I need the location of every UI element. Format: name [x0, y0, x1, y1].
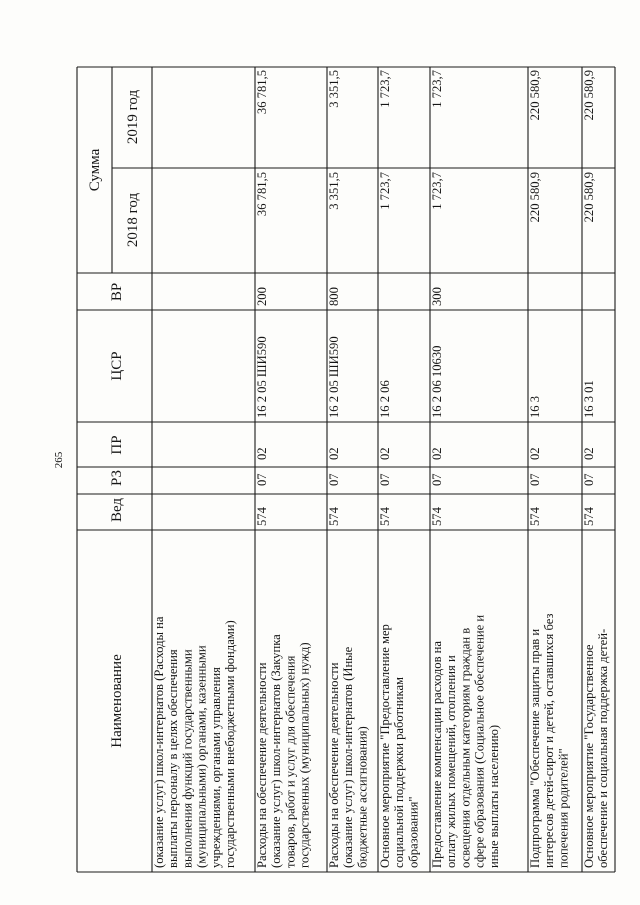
row-name-line: бюджетные ассигнования) — [355, 726, 370, 868]
row-name-line: выполнения функций государственными — [180, 649, 195, 868]
table-row — [378, 70, 420, 868]
table-row — [255, 70, 312, 868]
row-sum-2019: 1 723,7 — [430, 70, 444, 108]
row-sum-2018: 36 781,5 — [255, 172, 269, 217]
row-csr: 16 3 01 — [582, 380, 596, 418]
row-sum-2019: 220 580,9 — [582, 70, 596, 121]
header-2019: 2019 год — [125, 89, 141, 145]
row-name-line: интересов детей-сирот и детей, оставшихся без — [542, 613, 557, 868]
header-ved: Вед — [109, 497, 125, 523]
header-name: Наименование — [109, 654, 125, 748]
row-name — [255, 634, 312, 868]
table-body — [152, 70, 610, 868]
row-sum-2019: 36 781,5 — [255, 70, 269, 115]
row-name-line: обеспечение и социальная поддержка детей- — [596, 628, 611, 868]
row-ved: 574 — [378, 507, 392, 526]
row-pr: 02 — [255, 447, 269, 460]
table-row — [327, 70, 369, 868]
row-rz: 07 — [327, 473, 341, 486]
row-pr: 02 — [327, 447, 341, 460]
row-vr: 800 — [327, 287, 341, 306]
row-name-line: Основное мероприятие "Государственное — [582, 644, 596, 868]
row-name-line: социальной поддержки работникам — [392, 677, 407, 868]
row-rz: 07 — [255, 473, 269, 486]
row-name-line: Предоставление компенсации расходов на — [430, 640, 444, 868]
row-name-line: Расходы на обеспечение деятельности — [255, 662, 269, 868]
row-vr: 200 — [255, 287, 269, 306]
row-ved: 574 — [255, 507, 269, 526]
header-sum: Сумма — [87, 148, 103, 192]
table-row — [430, 70, 501, 868]
header-rz: РЗ — [109, 469, 125, 487]
row-csr: 16 3 — [528, 395, 542, 418]
row-ved: 574 — [582, 507, 596, 526]
table-row — [152, 616, 237, 868]
row-name-line: выплаты персоналу в целях обеспечения — [166, 649, 181, 868]
row-sum-2019: 1 723,7 — [378, 70, 392, 108]
row-pr: 02 — [378, 447, 392, 460]
row-name-line: образования" — [406, 796, 421, 868]
row-name-line: оплату жилых помещений, отопления и — [444, 655, 459, 868]
table-header — [87, 90, 141, 748]
header-pr: ПР — [109, 435, 125, 455]
row-rz: 07 — [528, 473, 542, 486]
row-csr: 16 2 05 ШИ590 — [255, 336, 269, 418]
table-row — [582, 70, 610, 868]
table-row — [528, 70, 570, 868]
row-name — [430, 615, 501, 868]
row-sum-2018: 3 351,5 — [327, 172, 341, 210]
row-sum-2019: 220 580,9 — [528, 70, 542, 121]
row-sum-2018: 220 580,9 — [528, 172, 542, 223]
row-name-line: учреждениями, органами управления — [208, 667, 223, 868]
row-name-line: иные выплаты населению) — [486, 724, 501, 868]
row-csr: 16 2 06 — [378, 380, 392, 418]
row-name-line: Подпрограмма "Обеспечение защиты прав и — [528, 628, 542, 868]
row-name-line: Основное мероприятие "Предоставление мер — [378, 624, 392, 868]
row-name — [528, 614, 570, 868]
row-pr: 02 — [582, 447, 596, 460]
row-ved: 574 — [528, 507, 542, 526]
row-name — [327, 646, 369, 868]
row-sum-2018: 1 723,7 — [378, 172, 392, 210]
row-name-line: (муниципальными) органами, казенными — [194, 645, 209, 868]
header-csr: ЦСР — [109, 351, 125, 381]
row-name-line: (оказание услуг) школ-интернатов (Иные — [341, 646, 356, 868]
row-name-line: товаров, работ и услуг для обеспечения — [283, 655, 298, 868]
row-rz: 07 — [582, 473, 596, 486]
row-sum-2018: 1 723,7 — [430, 172, 444, 210]
row-rz: 07 — [378, 473, 392, 486]
header-2018: 2018 год — [125, 192, 141, 248]
row-name-line: (оказание услуг) школ-интернатов (Закупка — [269, 634, 284, 868]
row-name-line: государственных (муниципальных) нужд) — [297, 642, 312, 868]
page-number: 265 — [53, 451, 65, 469]
row-name — [582, 629, 610, 868]
row-name — [152, 616, 237, 868]
row-name — [378, 624, 420, 868]
row-name-line: (оказание услуг) школ-интернатов (Расходы на — [152, 616, 166, 868]
row-name-line: Расходы на обеспечение деятельности — [327, 662, 341, 868]
header-vr: ВР — [109, 282, 125, 302]
row-name-line: государственными внебюджетными фондами) — [223, 620, 237, 868]
row-name-line: сфере образования (Социальное обеспечение и — [472, 614, 487, 868]
row-csr: 16 2 05 ШИ590 — [327, 336, 341, 418]
row-ved: 574 — [327, 507, 341, 526]
row-sum-2019: 3 351,5 — [327, 70, 341, 108]
row-csr: 16 2 06 10630 — [430, 345, 444, 418]
row-name-line: освещения отдельным категориям граждан в — [458, 627, 473, 868]
row-vr: 300 — [430, 287, 444, 306]
row-name-line: попечения родителей" — [556, 748, 571, 868]
row-pr: 02 — [430, 447, 444, 460]
row-pr: 02 — [528, 447, 542, 460]
row-rz: 07 — [430, 473, 444, 486]
row-ved: 574 — [430, 507, 444, 526]
row-sum-2018: 220 580,9 — [582, 172, 596, 223]
